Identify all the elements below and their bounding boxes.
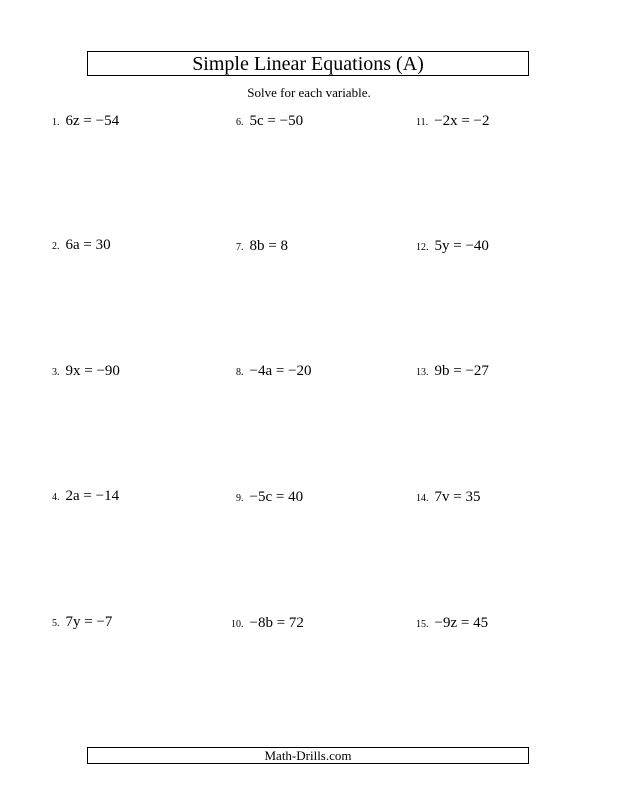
problem-equation: −2x = −2 xyxy=(434,113,490,129)
problem-1 xyxy=(52,114,119,129)
problem-number: 14. xyxy=(416,493,429,504)
problem-equation: 5c = −50 xyxy=(249,113,304,129)
problem-number: 4. xyxy=(52,492,60,503)
problem-number: 9. xyxy=(236,493,244,504)
worksheet-title: Simple Linear Equations (A) xyxy=(87,51,529,76)
problem-equation: −9z = 45 xyxy=(434,615,489,631)
problem-equation: 6z = −54 xyxy=(65,113,120,129)
problem-equation: 8b = 8 xyxy=(249,238,288,254)
problem-number: 12. xyxy=(416,242,429,253)
problem-equation: −4a = −20 xyxy=(249,363,312,379)
problem-equation: 7y = −7 xyxy=(65,614,113,630)
problem-number: 13. xyxy=(416,367,429,378)
problem-number: 11. xyxy=(416,117,429,128)
problem-equation: 9b = −27 xyxy=(434,363,489,379)
problem-number: 7. xyxy=(236,242,244,253)
problem-number: 10. xyxy=(231,619,244,630)
problem-equation: 5y = −40 xyxy=(434,238,489,254)
problem-13 xyxy=(416,364,489,379)
problem-equation: −5c = 40 xyxy=(249,489,304,505)
problem-12 xyxy=(416,239,489,254)
problem-10 xyxy=(231,616,304,631)
problem-8 xyxy=(236,364,312,379)
problem-number: 15. xyxy=(416,619,429,630)
problem-7 xyxy=(236,239,288,254)
problem-equation: −8b = 72 xyxy=(249,615,304,631)
problem-number: 5. xyxy=(52,618,60,629)
problem-number: 2. xyxy=(52,241,60,252)
problem-14 xyxy=(416,490,480,505)
problem-5 xyxy=(52,615,112,630)
problem-15 xyxy=(416,616,488,631)
instructions: Solve for each variable. xyxy=(247,85,371,100)
footer-website: Math-Drills.com xyxy=(87,747,529,764)
problem-6 xyxy=(236,114,303,129)
problem-equation: 2a = −14 xyxy=(65,488,120,504)
problem-number: 6. xyxy=(236,117,244,128)
problem-equation: 6a = 30 xyxy=(65,237,111,253)
problem-number: 1. xyxy=(52,117,60,128)
problem-11 xyxy=(416,114,490,129)
problem-number: 3. xyxy=(52,367,60,378)
problem-9 xyxy=(236,490,303,505)
problem-number: 8. xyxy=(236,367,244,378)
problem-equation: 7v = 35 xyxy=(434,489,481,505)
problem-4 xyxy=(52,489,119,504)
problem-3 xyxy=(52,364,120,379)
problem-2 xyxy=(52,238,111,253)
problem-equation: 9x = −90 xyxy=(65,363,120,379)
